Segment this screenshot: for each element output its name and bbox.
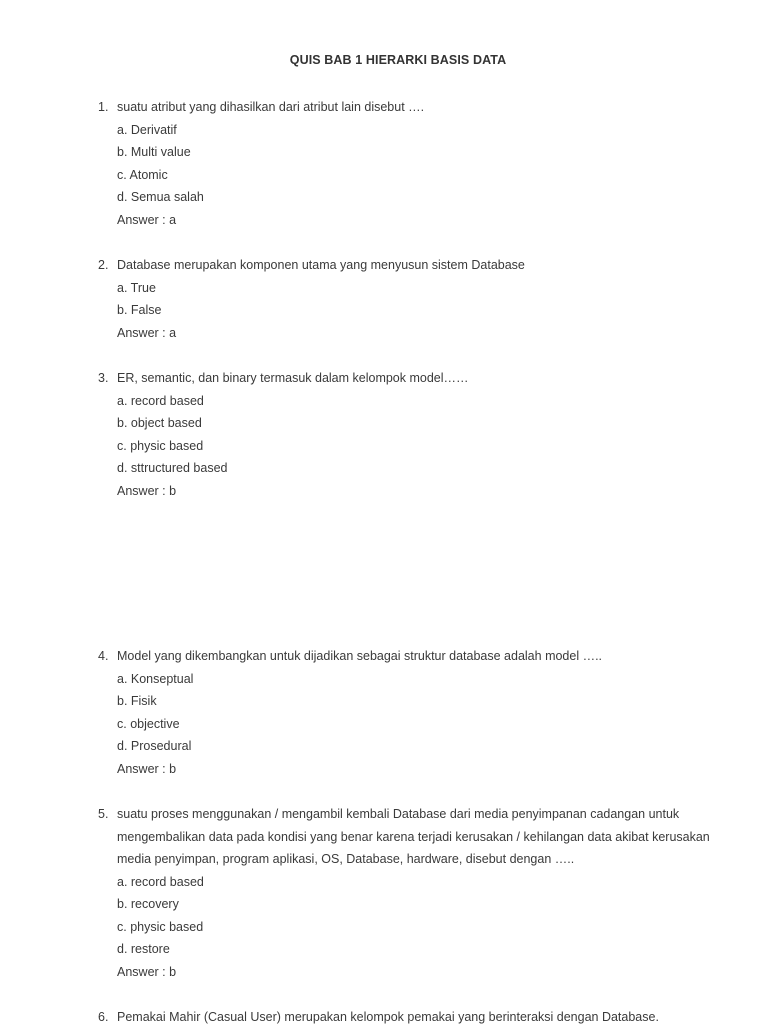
option-c: c. objective (117, 716, 180, 731)
answer-line: Answer : b (117, 964, 177, 979)
option-a: a. record based (117, 874, 204, 889)
option-a: a. record based (117, 393, 204, 408)
question-number: 6. (98, 1010, 109, 1024)
question-text: Database merupakan komponen utama yang menyusun sistem Database (117, 258, 525, 272)
question-1 (98, 96, 718, 231)
option-a: a. True (117, 280, 156, 295)
question-3 (98, 367, 718, 502)
option-c: c. physic based (117, 438, 204, 453)
question-4 (98, 645, 718, 780)
answer-line: Answer : a (117, 325, 177, 340)
option-d: d. restore (117, 942, 170, 956)
option-d: d. Prosedural (117, 739, 192, 753)
answer-line: Answer : b (117, 483, 177, 498)
answer-line: Answer : b (117, 761, 177, 776)
question-number: 4. (98, 649, 109, 663)
option-b: b. recovery (117, 897, 179, 911)
option-a: a. Derivatif (117, 122, 177, 137)
question-number: 2. (98, 258, 109, 272)
question-number: 3. (98, 371, 109, 385)
question-text: suatu atribut yang dihasilkan dari atribut lain disebut …. (117, 100, 425, 114)
option-d: d. Semua salah (117, 190, 204, 204)
question-number: 5. (98, 807, 109, 821)
question-text: ER, semantic, dan binary termasuk dalam kelompok model…… (117, 371, 469, 385)
question-text: suatu proses menggunakan / mengambil kembali Database dari media penyimpanan cadangan untuk mengembalikan data pada kondisi yang benar karena terjadi kerusakan / kehilangan data akibat kerusakan media penyimpan, program aplikasi, OS, Database, hardware, disebut dengan ….. (117, 807, 710, 866)
option-b: b. Fisik (117, 694, 157, 708)
option-d: d. sttructured based (117, 461, 228, 475)
document-title: QUIS BAB 1 HIERARKI BASIS DATA (289, 53, 507, 67)
question-text: Pemakai Mahir (Casual User) merupakan kelompok pemakai yang berinteraksi dengan Database. (117, 1010, 659, 1024)
question-text: Model yang dikembangkan untuk dijadikan sebagai struktur database adalah model ….. (117, 649, 603, 663)
option-b: b. object based (117, 416, 202, 430)
option-b: b. False (117, 303, 162, 317)
question-number: 1. (98, 100, 109, 114)
question-6 (98, 1006, 718, 1029)
option-c: c. physic based (117, 919, 204, 934)
answer-line: Answer : a (117, 212, 177, 227)
option-c: c. Atomic (117, 167, 168, 182)
option-a: a. Konseptual (117, 671, 194, 686)
question-5 (98, 803, 718, 983)
option-b: b. Multi value (117, 145, 191, 159)
question-2 (98, 254, 718, 344)
